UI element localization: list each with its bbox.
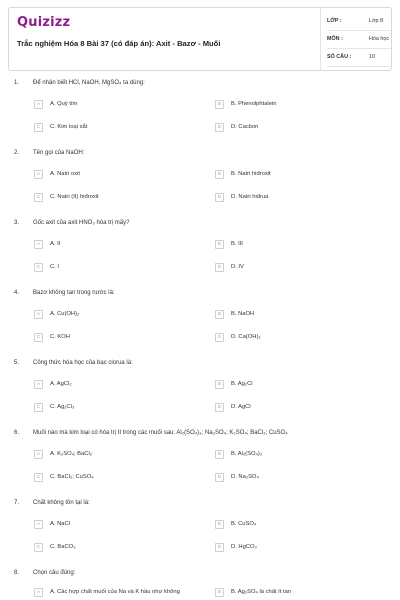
option-text: C. Natri (II) hiđroxit [50,194,99,200]
option-text: B. Ag₂Cl [231,381,253,387]
option-key-box: A [34,310,43,319]
option-text: A. Các hợp chất muối của Na và K hầu như không [50,589,180,595]
question-text: Công thức hóa học của bạc clorua là: [33,360,133,366]
question-3 [0,220,400,280]
question-number: 4. [14,290,20,296]
option-key-box: D [215,333,224,342]
option-key-box: A [34,450,43,459]
option-text: B. Ag₂SO₄ là chất ít tan [231,589,292,595]
question-8 [0,570,400,600]
option-key-box: B [215,520,224,529]
option-key-box: A [34,380,43,389]
question-text: Để nhận biết HCl, NaOH, MgSO₄ ta dùng: [33,80,145,86]
meta-label: MÔN : [327,36,343,42]
option-text: A. Natri oxit [50,171,80,177]
option-text: A. AgCl₂ [50,381,72,387]
option-text: C. Kim loại sắt [50,124,88,130]
option-key-box: D [215,263,224,272]
option-key-box: B [215,588,224,597]
option-key-box: D [215,193,224,202]
question-number: 7. [14,500,20,506]
question-number: 2. [14,150,20,156]
quiz-header [8,7,392,71]
question-text: Muối nào mà kim loại có hóa trị II trong các muối sau: Al₂(SO₄)₃; Na₂SO₄; K₂SO₄; BaCl₂; CuSO₄ [33,430,288,436]
option-key-box: A [34,240,43,249]
option-text: B. CuSO₄ [231,521,257,527]
option-text: A. II [50,241,61,247]
quizizz-logo: Quizizz [17,15,71,30]
option-text: B. Natri hiđroxit [231,171,271,177]
question-5 [0,360,400,420]
option-key-box: B [215,100,224,109]
option-text: D. IV [231,264,244,270]
option-key-box: B [215,380,224,389]
quiz-title: Trắc nghiệm Hóa 8 Bài 37 (có đáp án): Axit - Bazơ - Muối [17,39,221,48]
option-key-box: C [34,543,43,552]
option-text: A. Quỳ tím [50,101,78,107]
option-key-box: C [34,403,43,412]
option-text: D. Cacbon [231,124,259,130]
option-text: C. I [50,264,60,270]
question-number: 3. [14,220,20,226]
option-key-box: A [34,170,43,179]
meta-value: Hóa học [369,36,390,42]
option-text: D. Ca(OH)₂ [231,334,261,340]
question-1 [0,80,400,140]
question-6 [0,430,400,490]
option-key-box: D [215,473,224,482]
header-divider [320,8,321,70]
meta-count [327,49,391,67]
option-key-box: B [215,240,224,249]
option-key-box: C [34,473,43,482]
meta-value: Lớp 8 [369,18,384,24]
option-text: D. HgCO₃ [231,544,257,550]
question-text: Tên gọi của NaOH: [33,150,85,156]
question-text: Gốc axit của axit HNO₃ hóa trị mấy? [33,220,130,226]
question-7 [0,500,400,560]
option-text: C. BaCl₂; CuSO₄ [50,474,94,480]
option-text: A. Cu(OH)₂ [50,311,80,317]
option-text: B. III [231,241,243,247]
meta-underline [327,66,391,67]
option-text: C. KOH [50,334,70,340]
question-4 [0,290,400,350]
question-text: Chọn câu đúng: [33,570,76,576]
question-text: Chất không tồn tại là: [33,500,90,506]
option-text: A. K₂SO₄; BaCl₂ [50,451,92,457]
option-key-box: C [34,193,43,202]
option-key-box: B [215,310,224,319]
question-2 [0,150,400,210]
option-key-box: C [34,333,43,342]
question-text: Bazơ không tan trong nước là: [33,290,115,296]
option-text: B. Phenolphtalein [231,101,277,107]
option-key-box: D [215,123,224,132]
option-text: C. BaCO₃ [50,544,76,550]
meta-value: 10 [369,54,375,60]
option-text: D. AgCl [231,404,251,410]
option-key-box: B [215,170,224,179]
meta-label: LỚP : [327,18,342,24]
option-key-box: A [34,100,43,109]
option-text: B. NaOH [231,311,255,317]
question-number: 8. [14,570,20,576]
option-key-box: A [34,520,43,529]
option-text: D. Na₂SO₄ [231,474,259,480]
option-text: B. Al₂(SO₄)₃ [231,451,263,457]
meta-label: SỐ CÂU : [327,54,352,60]
question-number: 6. [14,430,20,436]
option-key-box: A [34,588,43,597]
meta-class [327,13,391,31]
meta-subject [327,31,391,49]
question-number: 1. [14,80,20,86]
question-number: 5. [14,360,20,366]
option-key-box: D [215,543,224,552]
option-text: A. NaCl [50,521,70,527]
option-key-box: D [215,403,224,412]
option-text: C. Ag₂Cl₃ [50,404,75,410]
option-key-box: B [215,450,224,459]
option-text: D. Natri hiđrua [231,194,269,200]
option-key-box: C [34,263,43,272]
option-key-box: C [34,123,43,132]
